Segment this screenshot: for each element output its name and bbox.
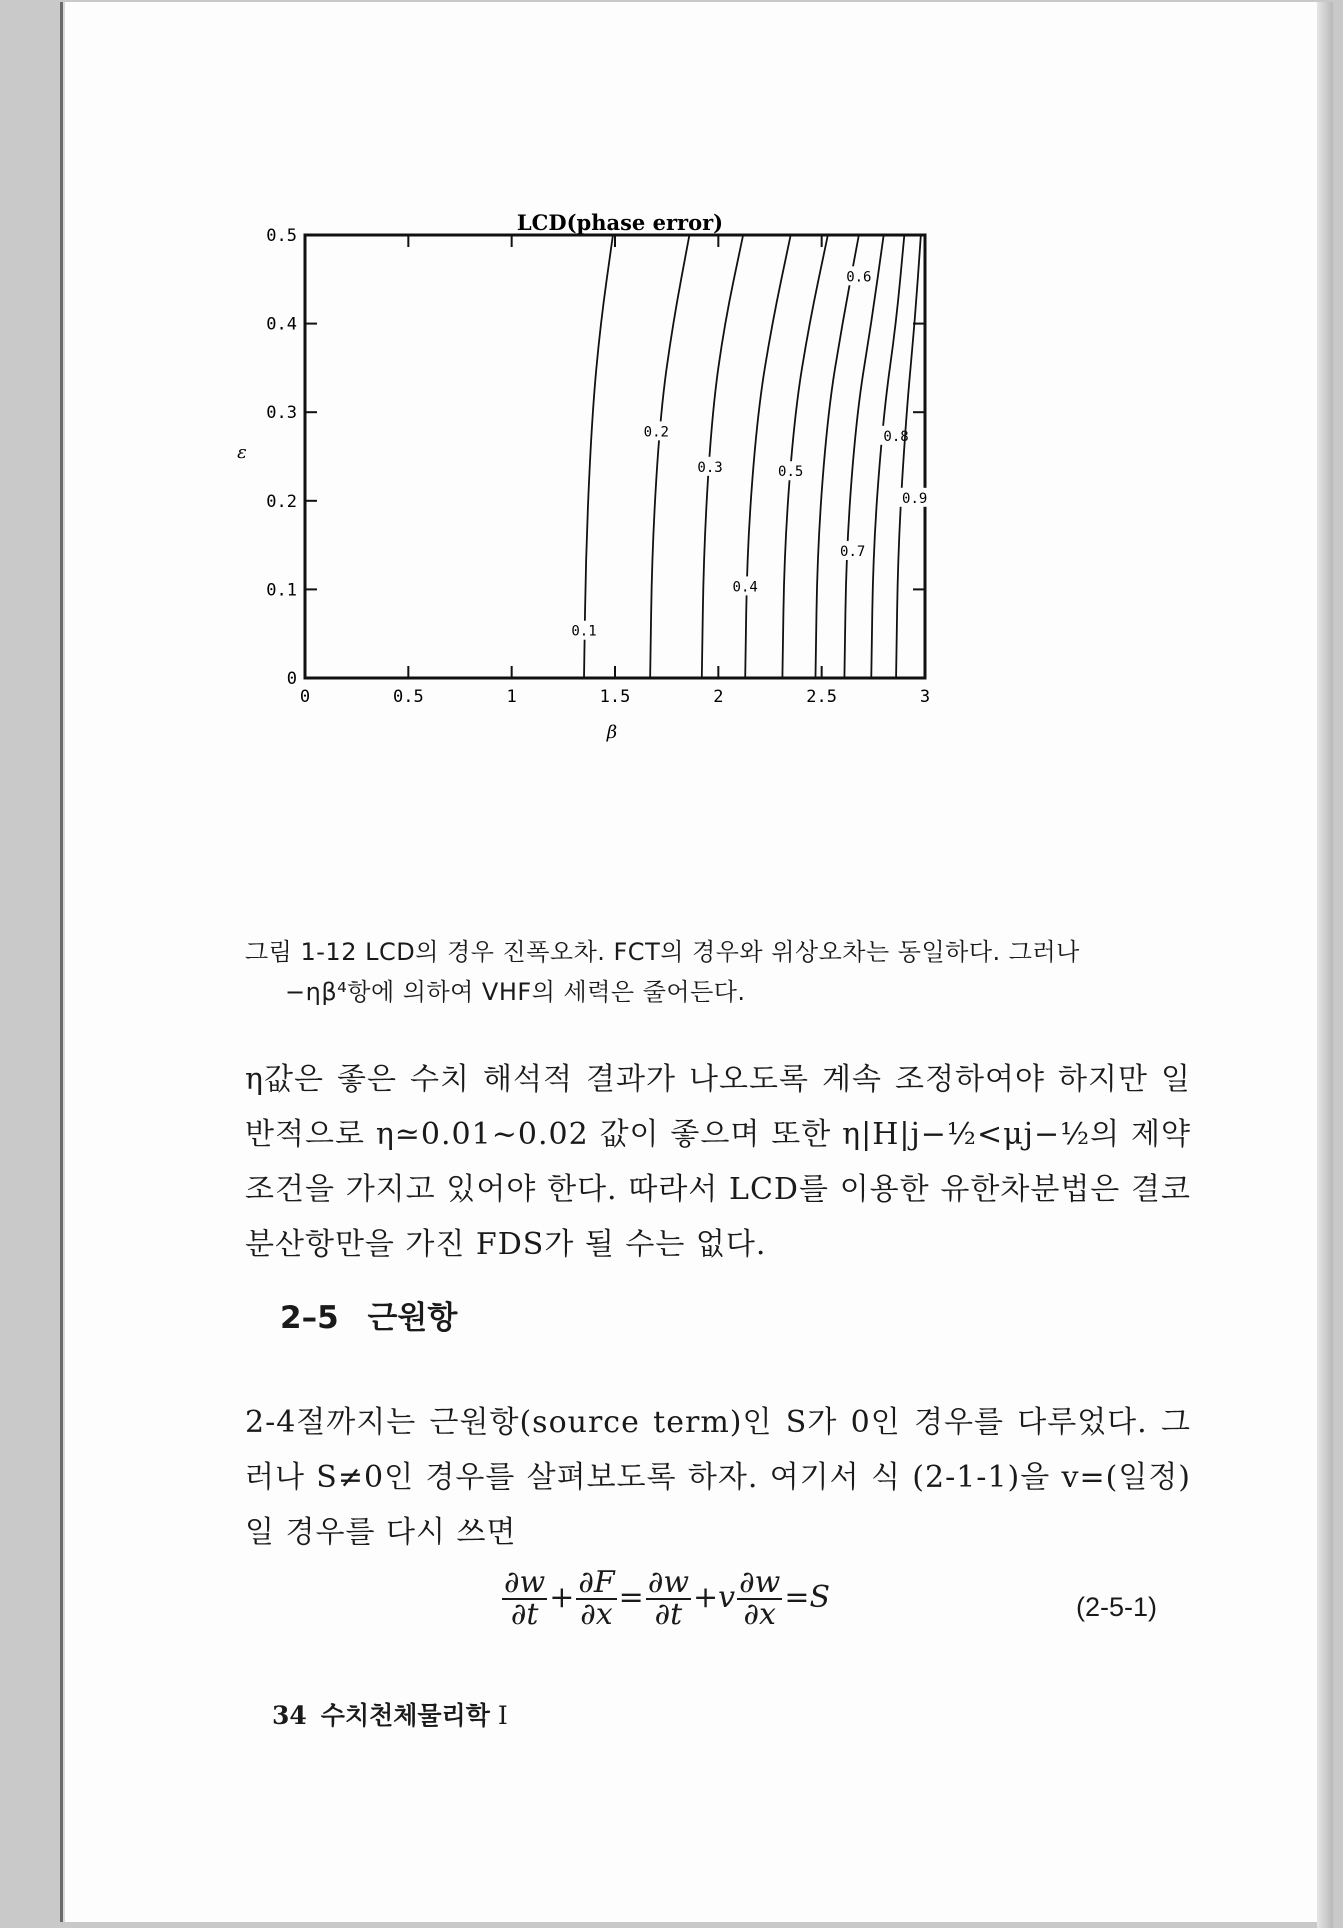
contour-line-0.9 — [896, 235, 921, 678]
contour-label: 0.6 — [846, 269, 872, 286]
page-edge — [1317, 2, 1333, 1928]
contour-label: 0.4 — [732, 579, 758, 596]
contour-label: 0.7 — [840, 543, 866, 560]
y-axis-label: ε — [237, 442, 247, 463]
frac-num: ∂F — [578, 1565, 615, 1600]
x-tick-label: 2 — [713, 687, 724, 707]
y-tick-label: 0.3 — [266, 403, 297, 424]
fraction — [576, 1565, 616, 1632]
y-tick-label: 0 — [286, 669, 297, 689]
contour-label: 0.3 — [697, 459, 723, 476]
coefficient: v — [718, 1580, 736, 1615]
contour-label: 0.8 — [883, 428, 909, 445]
contour-line-0.3 — [702, 235, 743, 678]
contour-chart — [220, 200, 1180, 920]
chart-title: LCD(phase error) — [516, 210, 724, 235]
x-tick-label: 1 — [506, 687, 517, 707]
fraction — [737, 1565, 782, 1632]
chart-svg — [220, 200, 1180, 920]
contour-label: 0.5 — [778, 464, 804, 481]
frac-den: ∂x — [580, 1597, 613, 1632]
paragraph-1: η값은 좋은 수치 해석적 결과가 나오도록 계속 조정하여야 하지만 일반적으로 η≃0.01~0.02 값이 좋으며 또한 η|H|j−½<μj−½의 제약 조건을 가지고 있어야 한다. 따라서 LCD를 이용한 유한차분법은 결코 분산항만을 가진 FDS가 될 수는 없다. — [245, 1062, 1191, 1262]
page-footer — [272, 1696, 508, 1732]
frac-den: ∂t — [510, 1597, 539, 1632]
caption-line-2: −ηβ⁴항에 의하여 VHF의 세력은 줄어든다. — [285, 978, 746, 1006]
contour-line-0.8 — [871, 235, 904, 678]
y-tick-label: 0.2 — [266, 491, 297, 512]
contour-line-0.5 — [782, 235, 827, 678]
contour-line-0.7 — [844, 235, 883, 678]
fraction — [502, 1565, 547, 1632]
equation-number: (2-5-1) — [1076, 1592, 1158, 1622]
x-axis-label: β — [606, 722, 618, 743]
contour-label: 0.9 — [902, 490, 928, 507]
x-tick-label: 1.5 — [599, 687, 631, 707]
frac-num: ∂w — [739, 1565, 781, 1600]
y-tick-label: 0.5 — [266, 226, 297, 246]
x-tick-label: 0.5 — [392, 687, 424, 707]
frac-num: ∂w — [504, 1565, 546, 1600]
x-tick-label: 2.5 — [806, 687, 838, 707]
fraction — [646, 1565, 691, 1632]
paragraph-2: 2-4절까지는 근원항(source term)인 S가 0인 경우를 다루었다. 그러나 S≠0인 경우를 살펴보도록 하자. 여기서 식 (2-1-1)을 v=(일정)일 경우를 다시 쓰면 — [245, 1405, 1191, 1550]
y-tick-label: 0.1 — [266, 580, 297, 601]
x-tick-label: 3 — [919, 687, 931, 707]
contour-line-0.1 — [584, 235, 613, 678]
caption-line-1: 그림 1-12 LCD의 경우 진폭오차. FCT의 경우와 위상오차는 동일하다. 그러나 — [245, 938, 1080, 966]
page-number: 34 — [272, 1701, 307, 1730]
contour-line-0.2 — [650, 235, 689, 678]
contour-line-0.6 — [815, 235, 858, 678]
frac-num: ∂w — [647, 1565, 690, 1600]
frac-den: ∂t — [654, 1597, 683, 1632]
equation-rhs: S — [809, 1580, 831, 1615]
section-heading — [280, 1292, 457, 1337]
contour-label: 0.1 — [571, 623, 597, 640]
figure-caption — [245, 932, 1205, 1012]
section-title: 근원항 — [367, 1300, 458, 1336]
x-tick-label: 0 — [299, 687, 311, 707]
equation-2-5-1: $\frac{\partial w}{\partial t}$ + $\frac{\partial F}{\partial x}$ = $\frac{\partial w}{\partial t}$ +v $\frac{\partial w}{\partial x}$ =S — [504, 1565, 831, 1632]
book-volume: I — [497, 1701, 508, 1730]
section-number: 2–5 — [280, 1300, 339, 1336]
frac-den: ∂x — [743, 1597, 776, 1632]
book-title: 수치천체물리학 — [320, 1701, 490, 1730]
plot-frame — [305, 235, 928, 678]
contour-label: 0.2 — [643, 424, 669, 441]
y-tick-label: 0.4 — [266, 314, 297, 335]
